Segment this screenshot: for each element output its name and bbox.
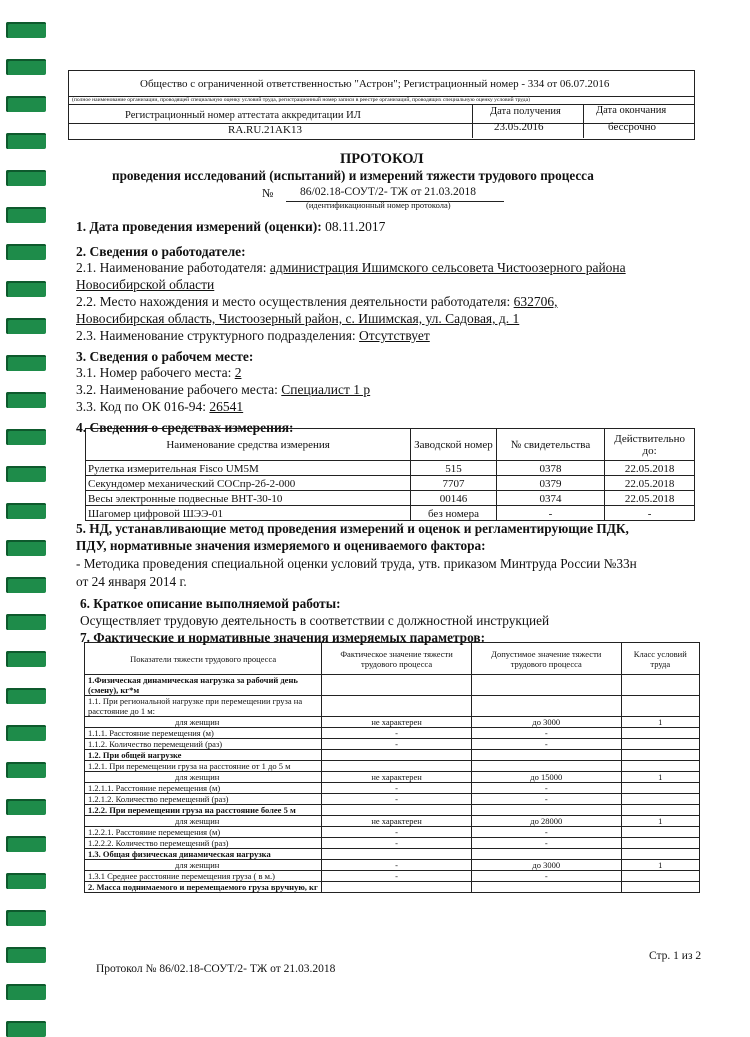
s31-label: 3.1. Номер рабочего места:: [76, 365, 232, 380]
param-indicator: 1.1.1. Расстояние перемещения (м): [85, 728, 322, 739]
s2-line1: [76, 260, 626, 276]
parameter-row: [85, 728, 700, 739]
param-class: 1: [621, 772, 699, 783]
param-class: [621, 696, 699, 717]
parameters-table: [84, 642, 700, 893]
parameter-row: [85, 827, 700, 838]
param-class: [621, 882, 699, 893]
parameter-row: [85, 750, 700, 761]
parameter-row: [85, 860, 700, 871]
param-actual: не характерен: [322, 816, 472, 827]
param-actual: [322, 849, 472, 860]
reg-value: RA.RU.21AK13: [228, 124, 302, 136]
parameter-row: [85, 794, 700, 805]
instr-h-name: Наименование средства измерения: [86, 429, 411, 461]
param-allowed: [471, 805, 621, 816]
param-actual: -: [322, 728, 472, 739]
org-caption: (полное наименование организации, проводящей специальную оценку условий труда, регистрационный номер записи в реестре организаций, проводящих специальную оценку условий труда): [72, 97, 530, 103]
s22-label: 2.2. Место нахождения и место осуществления деятельности работодателя:: [76, 294, 511, 309]
s3-line2: [76, 382, 370, 398]
section-1: [76, 219, 385, 235]
parameter-row: [85, 805, 700, 816]
instrument-name: Шагомер цифровой ШЭЭ-01: [86, 506, 411, 521]
param-indicator: 1.1. При региональной нагрузке при перемещении груза на расстояние до 1 м:: [85, 696, 322, 717]
s33-value: 26541: [209, 399, 244, 414]
param-indicator: для женщин: [85, 816, 322, 827]
param-actual: [322, 761, 472, 772]
param-indicator: 1.2. При общей нагрузке: [85, 750, 322, 761]
param-allowed: до 15000: [471, 772, 621, 783]
s7-heading: 7. Фактические и нормативные значения измеряемых параметров:: [80, 630, 486, 645]
s2-line2: [76, 294, 558, 310]
param-allowed: [471, 761, 621, 772]
param-allowed: -: [471, 794, 621, 805]
instrument-serial: 7707: [411, 476, 497, 491]
s32-label: 3.2. Наименование рабочего места:: [76, 382, 278, 397]
instrument-cert: 0374: [496, 491, 604, 506]
param-actual: -: [322, 794, 472, 805]
s2-heading: 2. Сведения о работодателе:: [76, 244, 246, 259]
instrument-row: [86, 506, 695, 521]
s33-label: 3.3. Код по ОК 016-94:: [76, 399, 207, 414]
params-header-row: [85, 643, 700, 675]
instr-h-valid: Действительно до:: [605, 429, 695, 461]
instrument-serial: без номера: [411, 506, 497, 521]
param-actual: -: [322, 871, 472, 882]
param-class: [621, 794, 699, 805]
parameter-row: [85, 772, 700, 783]
param-class: [621, 849, 699, 860]
doc-subtitle: проведения исследований (испытаний) и измерений тяжести трудового процесса: [112, 168, 594, 183]
parameter-row: [85, 783, 700, 794]
doc-title: ПРОТОКОЛ: [340, 151, 424, 167]
param-allowed: [471, 696, 621, 717]
param-class: 1: [621, 717, 699, 728]
s22-value: 632706,: [513, 294, 558, 309]
s5-text2: от 24 января 2014 г.: [76, 574, 187, 589]
param-indicator: 1.Физическая динамическая нагрузка за рабочий день (смену), кг*м: [85, 675, 322, 696]
parameter-row: [85, 838, 700, 849]
s2-line3: [76, 328, 430, 344]
instr-h-cert: № свидетельства: [496, 429, 604, 461]
param-actual: [322, 696, 472, 717]
param-indicator: для женщин: [85, 860, 322, 871]
param-actual: [322, 750, 472, 761]
s5-heading2: ПДУ, нормативные значения измеряемого и оцениваемого фактора:: [76, 538, 486, 553]
param-class: [621, 827, 699, 838]
instruments-header-row: [86, 429, 695, 461]
col-end-header: Дата окончания: [596, 105, 667, 116]
params-h-allowed: Допустимое значение тяжести трудового процесса: [471, 643, 621, 675]
param-actual: -: [322, 739, 472, 750]
protocol-number-caption: (идентификационный номер протокола): [306, 200, 451, 210]
s3-line1: [76, 365, 241, 381]
s32-value: Специалист 1 р: [281, 382, 371, 397]
s5-heading1: 5. НД, устанавливающие метод проведения измерений и оценок и регламентирующие ПДК,: [76, 521, 629, 536]
s21-value: администрация Ишимского сельсовета Чистоозерного района: [269, 260, 626, 275]
recv-value: 23.05.2016: [494, 121, 544, 133]
param-indicator: 1.1.2. Количество перемещений (раз): [85, 739, 322, 750]
param-indicator: 1.2.2.1. Расстояние перемещения (м): [85, 827, 322, 838]
s6-text: Осуществляет трудовую деятельность в соответствии с должностной инструкцией: [80, 613, 550, 628]
param-indicator: 1.2.1.1. Расстояние перемещения (м): [85, 783, 322, 794]
s21-value2: Новосибирской области: [76, 277, 215, 292]
param-actual: -: [322, 783, 472, 794]
s3-heading: 3. Сведения о рабочем месте:: [76, 349, 254, 364]
instrument-valid: 22.05.2018: [605, 476, 695, 491]
parameter-row: [85, 739, 700, 750]
param-class: [621, 739, 699, 750]
instrument-valid: 22.05.2018: [605, 491, 695, 506]
param-actual: [322, 805, 472, 816]
s1-value: 08.11.2017: [325, 219, 386, 234]
parameter-row: [85, 717, 700, 728]
param-indicator: для женщин: [85, 717, 322, 728]
param-class: [621, 750, 699, 761]
parameter-row: [85, 816, 700, 827]
param-allowed: до 3000: [471, 860, 621, 871]
param-actual: -: [322, 860, 472, 871]
param-indicator: 1.2.1. При перемещении груза на расстояние от 1 до 5 м: [85, 761, 322, 772]
s6-heading: 6. Краткое описание выполняемой работы:: [80, 596, 341, 611]
s1-label: 1. Дата проведения измерений (оценки):: [76, 219, 322, 234]
param-class: 1: [621, 860, 699, 871]
param-actual: -: [322, 838, 472, 849]
col-reg-header: Регистрационный номер аттестата аккредитации ИЛ: [125, 110, 361, 121]
param-class: [621, 761, 699, 772]
param-class: [621, 871, 699, 882]
instrument-valid: -: [605, 506, 695, 521]
instr-h-serial: Заводской номер: [411, 429, 497, 461]
s23-label: 2.3. Наименование структурного подразделения:: [76, 328, 356, 343]
parameter-row: [85, 696, 700, 717]
s3-line3: [76, 399, 243, 415]
instrument-name: Весы электронные подвесные ВНТ-30-10: [86, 491, 411, 506]
param-allowed: [471, 882, 621, 893]
param-indicator: 1.2.1.2. Количество перемещений (раз): [85, 794, 322, 805]
param-allowed: -: [471, 739, 621, 750]
param-allowed: [471, 849, 621, 860]
instrument-row: [86, 491, 695, 506]
s5-text1: - Методика проведения специальной оценки условий труда, утв. приказом Минтруда России №33н: [76, 556, 637, 571]
param-allowed: -: [471, 827, 621, 838]
s4-heading: 4. Сведения о средствах измерения:: [76, 420, 294, 435]
parameter-row: [85, 675, 700, 696]
param-actual: -: [322, 827, 472, 838]
param-allowed: -: [471, 783, 621, 794]
param-actual: [322, 675, 472, 696]
footer-page: Стр. 1 из 2: [649, 950, 702, 962]
param-indicator: 2. Масса поднимаемого и перемещаемого груза вручную, кг: [85, 882, 322, 893]
instrument-cert: 0379: [496, 476, 604, 491]
parameter-row: [85, 761, 700, 772]
instrument-serial: 515: [411, 461, 497, 476]
param-class: [621, 838, 699, 849]
instrument-serial: 00146: [411, 491, 497, 506]
num-sign: №: [262, 186, 274, 200]
param-indicator: 1.3.1 Среднее расстояние перемещения груза ( в м.): [85, 871, 322, 882]
param-actual: не характерен: [322, 772, 472, 783]
s31-value: 2: [234, 365, 242, 380]
instrument-row: [86, 476, 695, 491]
parameter-row: [85, 882, 700, 893]
parameter-row: [85, 871, 700, 882]
end-value: бессрочно: [608, 121, 657, 133]
param-class: 1: [621, 816, 699, 827]
instrument-name: Рулетка измерительная Fisco UM5M: [86, 461, 411, 476]
instruments-table: [85, 428, 695, 521]
param-allowed: -: [471, 871, 621, 882]
param-allowed: -: [471, 728, 621, 739]
param-allowed: до 3000: [471, 717, 621, 728]
instrument-valid: 22.05.2018: [605, 461, 695, 476]
param-class: [621, 728, 699, 739]
s22-value2: Новосибирская область, Чистоозерный район, с. Ишимская, ул. Садовая, д. 1: [76, 311, 520, 326]
instrument-cert: 0378: [496, 461, 604, 476]
param-allowed: [471, 675, 621, 696]
param-indicator: 1.3. Общая физическая динамическая нагрузка: [85, 849, 322, 860]
param-indicator: 1.2.2. При перемещении груза на расстояние более 5 м: [85, 805, 322, 816]
param-allowed: -: [471, 838, 621, 849]
params-h-indicator: Показатели тяжести трудового процесса: [85, 643, 322, 675]
parameter-row: [85, 849, 700, 860]
param-indicator: 1.2.2.2. Количество перемещений (раз): [85, 838, 322, 849]
instrument-cert: -: [496, 506, 604, 521]
param-actual: [322, 882, 472, 893]
footer-protocol: Протокол № 86/02.18-СОУТ/2- ТЖ от 21.03.2018: [96, 963, 336, 975]
protocol-number: 86/02.18-СОУТ/2- ТЖ от 21.03.2018: [300, 186, 476, 198]
param-class: [621, 805, 699, 816]
param-class: [621, 783, 699, 794]
s23-value: Отсутствует: [359, 328, 430, 343]
param-indicator: для женщин: [85, 772, 322, 783]
s21-label: 2.1. Наименование работодателя:: [76, 260, 267, 275]
org-line: Общество с ограниченной ответственностью "Астрон"; Регистрационный номер - 334 от 06.07.2016: [140, 78, 610, 90]
param-allowed: до 28000: [471, 816, 621, 827]
params-h-actual: Фактическое значение тяжести трудового процесса: [322, 643, 472, 675]
param-class: [621, 675, 699, 696]
col-recv-header: Дата получения: [490, 106, 561, 117]
param-allowed: [471, 750, 621, 761]
param-actual: не характерен: [322, 717, 472, 728]
instrument-row: [86, 461, 695, 476]
instrument-name: Секундомер механический СОСпр-2б-2-000: [86, 476, 411, 491]
params-h-class: Класс условий труда: [621, 643, 699, 675]
